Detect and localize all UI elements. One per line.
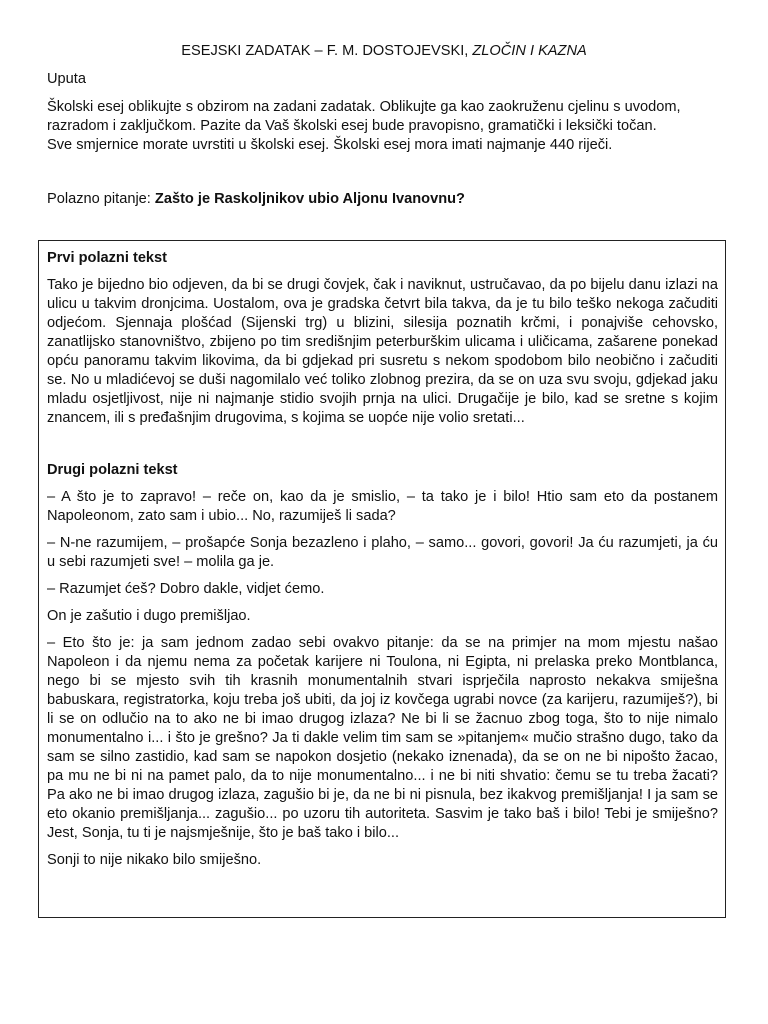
second-text-heading: Drugi polazni tekst	[47, 462, 178, 478]
source-texts-box	[38, 240, 726, 918]
second-text-paragraph: Sonji to nije nikako bilo smiješno.	[47, 852, 262, 868]
second-text-paragraph: – N-ne razumijem, – prošapće Sonja bezazleno i plaho, – samo... govori, govori! Ja ću razumjeti, ja ću u sebi razumjeti sve! – molila ga je.	[47, 535, 718, 570]
section-gap	[47, 428, 718, 461]
starting-question	[47, 190, 737, 209]
title-work-name: ZLOČIN I KAZNA	[472, 43, 587, 59]
question-label: Polazno pitanje:	[47, 191, 155, 207]
first-text-heading: Prvi polazni tekst	[47, 250, 168, 266]
instructions-label: Uputa	[47, 71, 86, 87]
second-text-paragraph: On je zašutio i dugo premišljao.	[47, 608, 251, 624]
second-text-paragraph: – Eto što je: ja sam jednom zadao sebi ovakvo pitanje: da se na primjer na mom mjestu našao Napoleon i da njemu nema za početak karijere ni Toulona, ni Egipta, ni prelaska preko Montblanca, nego bi se mjesto svih tih krasnih monumentalnih stvari isprječila naprosto nekakva smiješna babuskara, registratorka, koju treba još ubiti, da joj iz kovčega ugrabi novce (za karijeru, razumiješ?), bi li se on odlučio na to ako ne bi imao drugog izlaza? Ne bi li se žacnuo zbog toga, što to nije nimalo monumentalno i... i što je grešno? Ja ti dakle velim tim sam se »pitanjem« mučio strašno dugo, tako da sam se silno zastidio, kad sam se napokon dosjetio (nekako iznenada), da se on ne bi nipošto žacao, pa mu ne bi ni na pamet palo, da to nije monumentalno... i ne bi niti shvatio: čemu se tu treba žacati? Pa ako ne bi imao drugog izlaza, zagušio bi je, da ne bi ni pisnula, bez ikakvog premišljanja! I ja sam se eto okanio premišljanja... zagušio... po uzoru tih autoriteta. Sasvim je tako baš i bilo! Tebi je smiješno? Jest, Sonja, tu ti je najsmješnije, što je baš tako i bilo...	[47, 635, 718, 841]
first-text-body: Tako je bijedno bio odjeven, da bi se drugi čovjek, čak i naviknut, ustručavao, da po bijelu danu izlazi na ulicu u takvim dronjcima. Uostalom, ova je gradska četvrt bila takva, da je tu bilo teško nekoga začuditi odjećom. Sjennaja plošćad (Sijenski trg) u blizini, silesija poznatih krčmi, i ponajviše cehovsko, zanatlijsko stanovništvo, zbijeno po tim središnjim peterburškim ulicama i uličicama, zašarene ponekad opću panoramu takvim likovima, da bi gdjekad pri susretu s nekom spodobom bilo neobično i začuditi se. No u mladićevoj se duši nagomilalo već toliko zlobnog prezira, da se on uza svu svoju, gdjekad jaku mladu osjetljivost, nije ni najmanje stidio svojih prnja na ulici. Drugačije je bilo, kad se sretne s kojim znancem, ili s pređašnjim drugovima, s kojima se uopće nije volio sretati...	[47, 277, 718, 426]
instructions-text: Školski esej oblikujte s obzirom na zadani zadatak. Oblikujte ga kao zaokruženu cjelinu s uvodom, razradom i zaključkom. Pazite da Vaš školski esej bude pravopisno, gramatički i leksički točan. Sve smjernice morate uvrstiti u školski esej. Školski esej mora imati najmanje 440 riječi.	[47, 99, 681, 153]
question-text: Zašto je Raskoljnikov ubio Aljonu Ivanovnu?	[154, 191, 465, 207]
document-title	[0, 42, 768, 61]
second-text-paragraph: – A što je to zapravo! – reče on, kao da je smislio, – ta tako je i bilo! Htio sam eto da postanem Napoleonom, zato sam i ubio... No, razumiješ li sada?	[47, 489, 718, 524]
second-text-paragraph: – Razumjet ćeš? Dobro dakle, vidjet ćemo.	[47, 581, 325, 597]
title-prefix: ESEJSKI ZADATAK – F. M. DOSTOJEVSKI,	[181, 43, 473, 59]
instructions-section	[47, 70, 737, 155]
